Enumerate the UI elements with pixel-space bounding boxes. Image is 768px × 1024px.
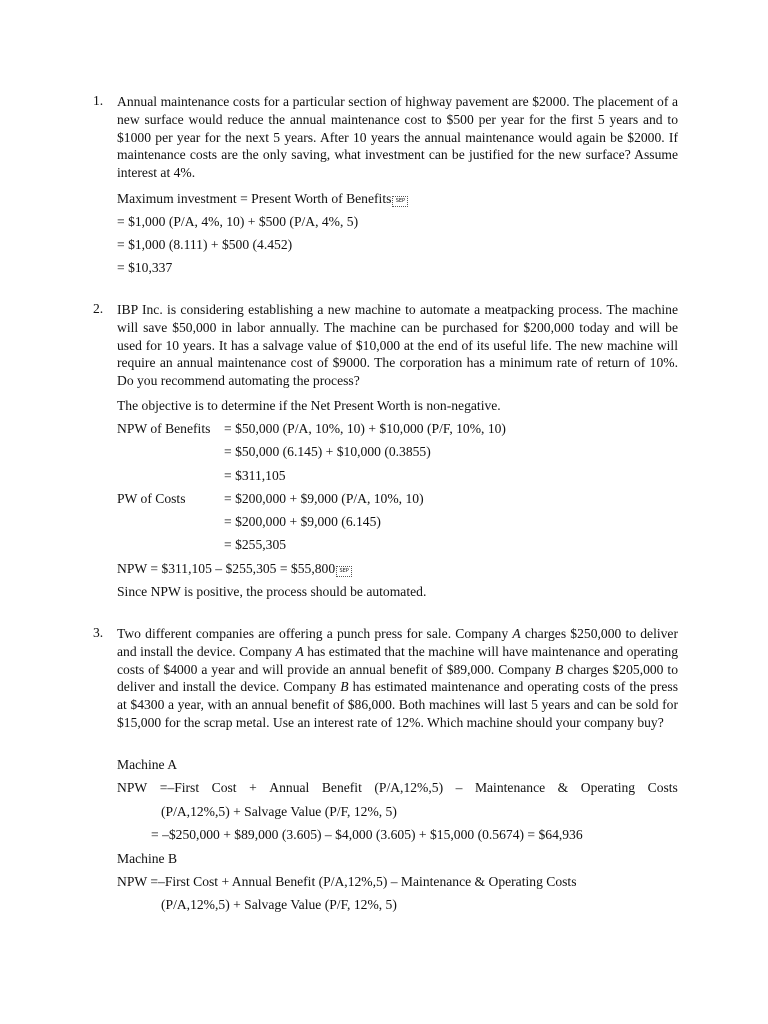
machine-b-npw-line-2: (P/A,12%,5) + Salvage Value (P/F, 12%, 5) bbox=[161, 897, 397, 912]
section-separator-icon: SEP bbox=[392, 196, 408, 207]
section-separator-icon: SEP bbox=[336, 566, 352, 577]
problem-1-solution-line-1: Maximum investment = Present Worth of Benefits SEP bbox=[117, 190, 408, 207]
problem-2-question: IBP Inc. is considering establishing a new machine to automate a meatpacking process. The machine will save $50,000 in labor annually. The machine can be purchased for $200,000 today and will be used for 10 years. It has a salvage value of $10,000 at the end of its useful life. The new machine will require an annual maintenance cost of $9000. The corporation has a minimum rate of return of 10%. Do you recommend automating the process? bbox=[117, 302, 678, 389]
npw-benefits-line-1: = $50,000 (P/A, 10%, 10) + $10,000 (P/F, 10%, 10) bbox=[224, 421, 506, 436]
problem-3-question: Two different companies are offering a punch press for sale. Company A charges $250,000 to deliver and install the device. Company A has estimated that the machine will have maintenance and operating costs of $4000 a year and will provide an annual benefit of $89,000. Company B charges $205,000 to deliver and install the device. Company B has estimated maintenance and operating costs of the press at $4300 a year, with an annual benefit of $86,000. Both machines will last 5 years and can be sold for $15,000 for the scrap metal. Use an interest rate of 12%. Which machine should your company buy? bbox=[117, 626, 678, 730]
problem-3-number: 3. bbox=[93, 625, 104, 640]
machine-a-label: Machine A bbox=[117, 757, 178, 772]
npw-benefits-line-3: = $311,105 bbox=[224, 468, 286, 483]
problem-1-solution-line-4: = $10,337 bbox=[117, 260, 173, 275]
problem-1-solution-line-2: = $1,000 (P/A, 4%, 10) + $500 (P/A, 4%, 5) bbox=[117, 214, 359, 229]
npw-result: NPW = $311,105 – $255,305 = $55,800 SEP bbox=[117, 560, 352, 577]
machine-a-npw-line-2: (P/A,12%,5) + Salvage Value (P/F, 12%, 5) bbox=[161, 804, 397, 819]
machine-b-npw-line-1: NPW =–First Cost + Annual Benefit (P/A,12%,5) – Maintenance & Operating Costs bbox=[117, 874, 577, 889]
machine-a-npw-line-1: NPW =–First Cost + Annual Benefit (P/A,12%,5) – Maintenance & Operating Costs bbox=[117, 780, 678, 795]
problem-2-conclusion: Since NPW is positive, the process should be automated. bbox=[117, 584, 427, 599]
pw-costs-line-1: = $200,000 + $9,000 (P/A, 10%, 10) bbox=[224, 491, 424, 506]
machine-b-label: Machine B bbox=[117, 851, 178, 866]
problem-2-number: 2. bbox=[93, 301, 104, 316]
machine-a-npw-line-3: = –$250,000 + $89,000 (3.605) – $4,000 (3.605) + $15,000 (0.5674) = $64,936 bbox=[151, 827, 583, 842]
npw-benefits-line-2: = $50,000 (6.145) + $10,000 (0.3855) bbox=[224, 444, 431, 459]
problem-1-question: Annual maintenance costs for a particular section of highway pavement are $2000. The placement of a new surface would reduce the annual maintenance cost to $500 per year for the first 5 years and to $1000 per year for the next 5 years. After 10 years the annual maintenance would again be $2000. If maintenance costs are the only saving, what investment can be justified for the new surface? Assume interest at 4%. bbox=[117, 94, 678, 181]
problem-2-objective: The objective is to determine if the Net Present Worth is non-negative. bbox=[117, 398, 501, 413]
problem-1-solution-line-3: = $1,000 (8.111) + $500 (4.452) bbox=[117, 237, 293, 252]
pw-costs-line-2: = $200,000 + $9,000 (6.145) bbox=[224, 514, 381, 529]
npw-benefits-label: NPW of Benefits bbox=[117, 421, 211, 436]
pw-costs-label: PW of Costs bbox=[117, 491, 186, 506]
problem-1-number: 1. bbox=[93, 93, 104, 108]
pw-costs-line-3: = $255,305 bbox=[224, 537, 287, 552]
